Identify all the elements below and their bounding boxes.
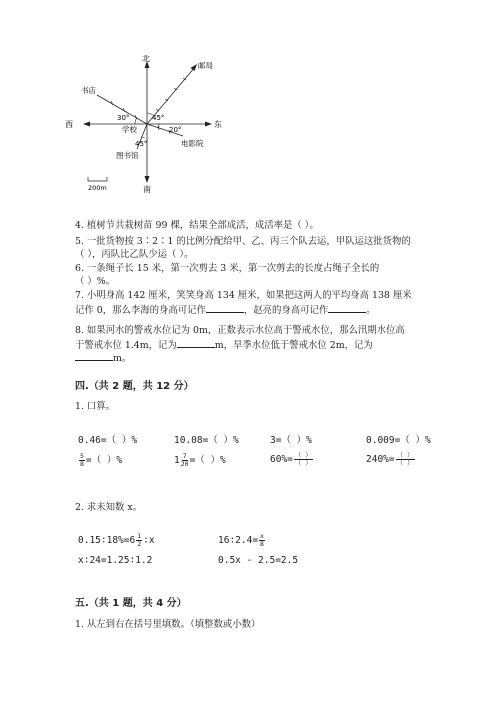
q7-text-a: 记作 0，那么李海的身高可记作 [75, 305, 206, 316]
scale-label: 200m [88, 184, 107, 192]
east-arrow-icon [205, 122, 212, 127]
question-8-line3 [75, 351, 131, 365]
section-4-title: 四.（共 2 题，共 12 分） [75, 381, 194, 392]
q7-blank-1[interactable] [206, 303, 244, 313]
mental-math-8: 240%= $\frac{( )}{( )}$ [366, 451, 414, 467]
mental-math-6: 1 $\frac{7}{20}$ =（ ）% [174, 452, 226, 468]
map-south-label: 南 [143, 185, 151, 194]
direction-map [55, 55, 235, 200]
equation-3: x∶24=1.25∶1.2 [78, 555, 153, 566]
q7-text-b: ，赵亮的身高可记作 [243, 305, 329, 316]
section-5-sub1: 1. 从左到右在括号里填数。（填整数或小数） [75, 619, 261, 630]
fraction-7-20: $\frac{7}{20}$ [180, 452, 189, 468]
map-bookstore-label: 书店 [81, 86, 96, 95]
map-east-label: 东 [214, 120, 222, 129]
question-6-line1: 6. 一条绳子长 15 米，第一次剪去 3 米，第一次剪去的长度占绳子全长的 [75, 263, 380, 274]
map-library-label: 图书馆 [116, 151, 139, 160]
question-7-line2 [75, 303, 376, 317]
angle-45-ne-label: 45° [152, 114, 165, 122]
scale-bar [88, 177, 107, 181]
fraction-1-2: $\frac{1}{2}$ [137, 532, 142, 548]
q7-text-c: 。 [366, 305, 376, 316]
q8-text-a: 于警戒水位 1.4m，记为 [75, 340, 177, 351]
fraction-5-8: $\frac{5}{8}$ [80, 452, 84, 468]
question-6-line2: （ ）%。 [75, 276, 116, 287]
mental-math-1: 0.46=（ ）% [78, 435, 138, 446]
map-post-office-label: 邮局 [198, 61, 213, 70]
fraction-blank-8[interactable]: $\frac{( )}{( )}$ [396, 451, 414, 467]
q7-blank-2[interactable] [328, 303, 366, 313]
q8-blank-2[interactable] [75, 351, 113, 361]
question-5-line2: （ ），丙队比乙队少运（ ）。 [75, 249, 194, 260]
section-5-title: 五.（共 1 题，共 4 分） [75, 598, 187, 609]
question-7-line1: 7. 小明身高 142 厘米，笑笑身高 134 厘米，如果把这两人的平均身高 138 厘米 [75, 290, 412, 301]
q8-text-b: m，旱季水位低于警戒水位 2m，记为 [214, 340, 373, 351]
equation-1: 0.15∶18%=6 $\frac{1}{2}$ ∶x [78, 532, 155, 548]
q8-text-c: m。 [113, 353, 132, 364]
angle-20-label: 20° [169, 126, 182, 134]
map-north-label: 北 [142, 55, 150, 63]
angle-30-label: 30° [117, 114, 130, 122]
map-cinema-label: 电影院 [181, 139, 204, 148]
angle-45-s-label: 45° [135, 140, 148, 148]
question-8-line1: 8. 如果河水的警戒水位记为 0m，正数表示水位高于警戒水位，那么汛期水位高 [75, 325, 405, 336]
section-4-sub2: 2. 求未知数 x。 [75, 502, 143, 513]
section-4-sub1: 1. 口算。 [75, 401, 116, 412]
map-school-label: 学校 [122, 125, 137, 134]
equation-4: 0.5x - 2.5=2.5 [218, 555, 299, 566]
fraction-x-8: $\frac{x}{8}$ [260, 532, 264, 548]
q8-blank-1[interactable] [177, 338, 215, 348]
mental-math-5: $\frac{5}{8}$ =（ ）% [80, 452, 123, 468]
question-4: 4. 植树节共栽树苗 99 棵，结果全部成活，成活率是（ ）。 [75, 220, 319, 231]
west-arrow-icon [83, 122, 90, 127]
map-west-label: 西 [65, 120, 73, 129]
mental-math-7: 60%= $\frac{( )}{( )}$ [270, 451, 312, 467]
mental-math-4: 0.009=（ ）% [366, 435, 431, 446]
post-office-arrow-icon [191, 64, 198, 71]
mental-math-2: 10.08=（ ）% [174, 435, 239, 446]
mental-math-3: 3=（ ）% [270, 435, 312, 446]
fraction-blank-7[interactable]: $\frac{( )}{( )}$ [294, 451, 312, 467]
question-5-line1: 5. 一批货物按 3∶2∶1 的比例分配给甲、乙、丙三个队去运，甲队运这批货物的 [75, 236, 411, 247]
south-arrow-icon [145, 176, 150, 183]
equation-2: 16∶2.4= $\frac{x}{8}$ [218, 532, 264, 548]
question-8-line2 [75, 338, 373, 352]
